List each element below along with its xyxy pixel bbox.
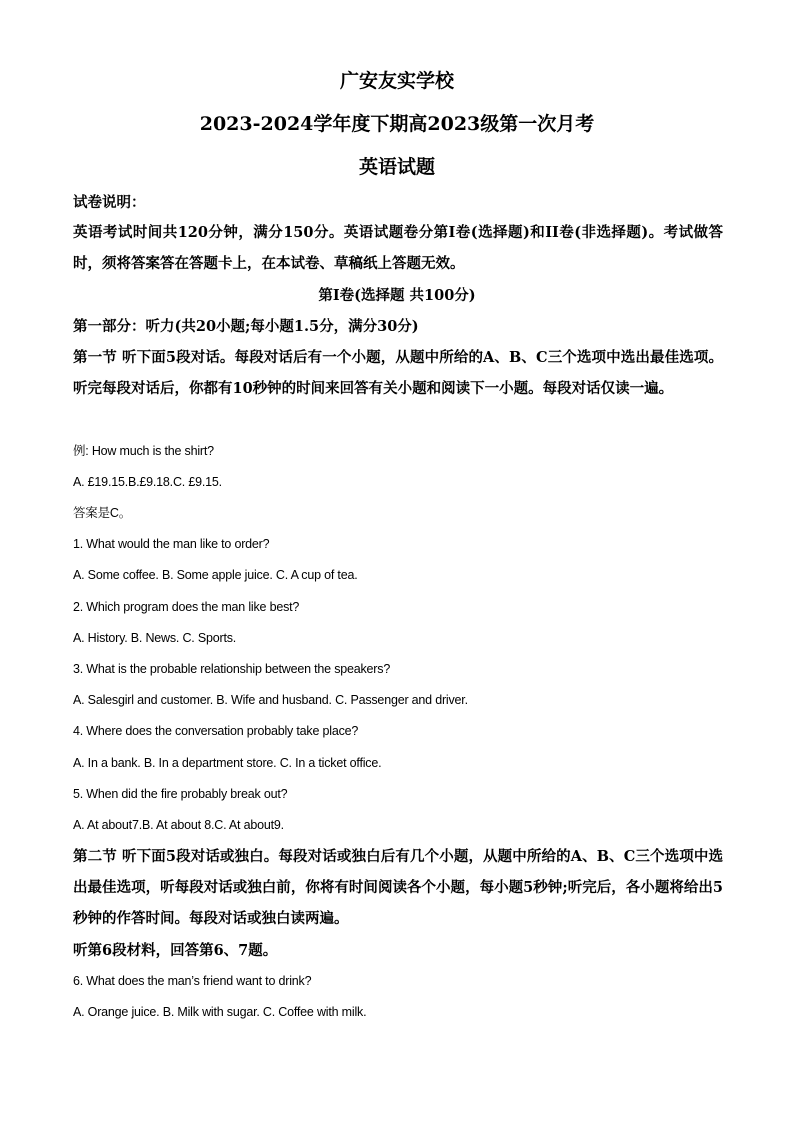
question-3-options: A. Salesgirl and customer. B. Wife and husband. C. Passenger and driver. bbox=[73, 693, 468, 707]
question-5: 5. When did the fire probably break out? bbox=[73, 787, 288, 801]
instructions-body: 英语考试时间共120分钟，满分150分。英语试题卷分第I卷(选择题)和II卷(非选择题)。考试做答时，须将答案答在答题卡上，在本试卷、草稿纸上答题无效。 bbox=[73, 224, 723, 272]
example-question: 例: How much is the shirt? bbox=[73, 444, 214, 458]
question-1-options: A. Some coffee. B. Some apple juice. C. A cup of tea. bbox=[73, 568, 358, 582]
question-3: 3. What is the probable relationship between the speakers? bbox=[73, 662, 391, 676]
question-4-options: A. In a bank. B. In a department store. C. In a ticket office. bbox=[73, 756, 382, 770]
question-6: 6. What does the man’s friend want to drink? bbox=[73, 974, 312, 988]
example-answer: 答案是C。 bbox=[73, 506, 132, 520]
section2-intro: 第二节 听下面5段对话或独白。每段对话或独白后有几个小题，从题中所给的A、B、C三个选项中选出最佳选项，听每段对话或独白前，你将有时间阅读各个小题，每小题5秒钟;听完后，各小题将给出5秒钟的作答时间。每段对话或独白读两遍。 bbox=[73, 848, 723, 927]
material-6-heading: 听第6段材料，回答第6、7题。 bbox=[73, 942, 278, 959]
question-2: 2. Which program does the man like best? bbox=[73, 600, 300, 614]
question-1: 1. What would the man like to order? bbox=[73, 537, 270, 551]
question-5-options: A. At about7.B. At about 8.C. At about9. bbox=[73, 818, 284, 832]
exam-title: 2023-2024学年度下期高2023级第一次月考 bbox=[199, 113, 595, 135]
question-2-options: A. History. B. News. C. Sports. bbox=[73, 631, 237, 645]
instructions-heading: 试卷说明： bbox=[73, 194, 146, 211]
subject-title: 英语试题 bbox=[358, 156, 435, 178]
volume1-title: 第I卷(选择题 共100分) bbox=[318, 287, 476, 304]
section1-intro: 第一节 听下面5段对话。每段对话后有一个小题，从题中所给的A、B、C三个选项中选出最佳选项。听完每段对话后，你都有10秒钟的时间来回答有关小题和阅读下一小题。每段对话仅读一遍。 bbox=[73, 349, 723, 397]
question-6-options: A. Orange juice. B. Milk with sugar. C. Coffee with milk. bbox=[73, 1005, 367, 1019]
example-options: A. £19.15.B.£9.18.C. £9.15. bbox=[73, 475, 222, 489]
part1-title: 第一部分：听力(共20小题;每小题1.5分，满分30分) bbox=[73, 318, 419, 335]
school-name: 广安友实学校 bbox=[339, 70, 454, 92]
question-4: 4. Where does the conversation probably take place? bbox=[73, 724, 359, 738]
